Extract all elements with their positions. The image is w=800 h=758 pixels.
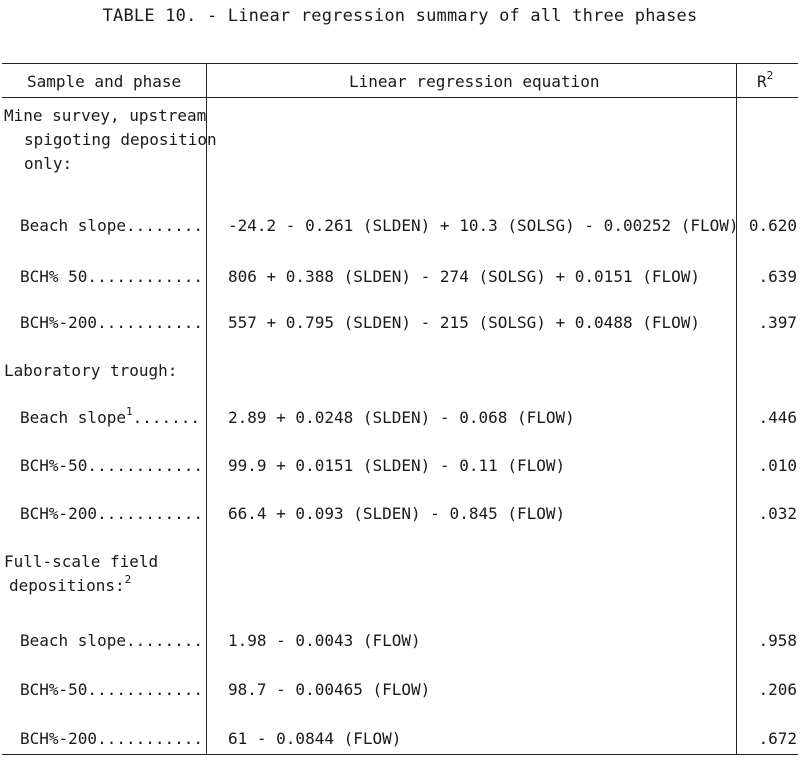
table-title: TABLE 10. - Linear regression summary of all three phases bbox=[102, 6, 698, 26]
row-r-squared: 0.620 bbox=[748, 216, 797, 235]
row-equation: 66.4 + 0.093 (SLDEN) - 0.845 (FLOW) bbox=[228, 504, 566, 523]
top-rule bbox=[2, 63, 798, 64]
row-sample-text: Beach slope bbox=[20, 408, 126, 427]
bottom-rule bbox=[2, 754, 798, 755]
header-r-squared bbox=[757, 68, 774, 93]
row-r-squared: .672 bbox=[758, 729, 797, 748]
section-heading bbox=[4, 104, 217, 176]
row-sample: Beach slope........ bbox=[20, 216, 204, 235]
column-divider-2 bbox=[736, 64, 737, 754]
row-sample-leader: ....... bbox=[132, 408, 201, 427]
row-equation: 557 + 0.795 (SLDEN) - 215 (SOLSG) + 0.0488 (FLOW) bbox=[228, 313, 701, 332]
section-heading-line: spigoting deposition bbox=[24, 130, 217, 149]
footnote-marker: 2 bbox=[124, 572, 132, 586]
section-heading-line bbox=[4, 574, 158, 598]
header-equation: Linear regression equation bbox=[349, 72, 600, 91]
section-heading: Laboratory trough: bbox=[4, 361, 178, 380]
row-equation: 2.89 + 0.0248 (SLDEN) - 0.068 (FLOW) bbox=[228, 408, 575, 427]
footnote-marker: 1 bbox=[125, 404, 133, 418]
header-r-letter: R bbox=[757, 72, 767, 91]
row-sample: BCH%-200........... bbox=[20, 504, 204, 523]
section-heading-line: only: bbox=[24, 154, 73, 173]
section-heading-line: Full-scale field bbox=[4, 552, 159, 571]
row-equation: 98.7 - 0.00465 (FLOW) bbox=[228, 680, 431, 699]
row-r-squared: .639 bbox=[758, 267, 797, 286]
row-sample bbox=[20, 406, 200, 430]
row-r-squared: .206 bbox=[758, 680, 797, 699]
row-sample: BCH%-50............ bbox=[20, 680, 204, 699]
row-sample: BCH%-200........... bbox=[20, 313, 204, 332]
header-r-superscript: 2 bbox=[766, 68, 774, 82]
row-sample: BCH%-50............ bbox=[20, 456, 204, 475]
section-heading bbox=[4, 550, 158, 598]
header-rule bbox=[2, 97, 798, 98]
row-equation: 1.98 - 0.0043 (FLOW) bbox=[228, 631, 421, 650]
row-equation: -24.2 - 0.261 (SLDEN) + 10.3 (SOLSG) - 0.00252 (FLOW) bbox=[228, 216, 739, 235]
row-r-squared: .032 bbox=[758, 504, 797, 523]
row-sample: BCH%-200........... bbox=[20, 729, 204, 748]
row-equation: 806 + 0.388 (SLDEN) - 274 (SOLSG) + 0.0151 (FLOW) bbox=[228, 267, 701, 286]
row-sample: BCH% 50............ bbox=[20, 267, 204, 286]
row-sample: Beach slope........ bbox=[20, 631, 204, 650]
row-equation: 99.9 + 0.0151 (SLDEN) - 0.11 (FLOW) bbox=[228, 456, 566, 475]
section-heading-text: depositions: bbox=[9, 576, 125, 595]
header-sample-and-phase: Sample and phase bbox=[27, 72, 182, 91]
section-heading-line: Mine survey, upstream bbox=[4, 106, 207, 125]
row-r-squared: .446 bbox=[758, 408, 797, 427]
row-r-squared: .397 bbox=[758, 313, 797, 332]
row-equation: 61 - 0.0844 (FLOW) bbox=[228, 729, 402, 748]
row-r-squared: .010 bbox=[758, 456, 797, 475]
row-r-squared: .958 bbox=[758, 631, 797, 650]
